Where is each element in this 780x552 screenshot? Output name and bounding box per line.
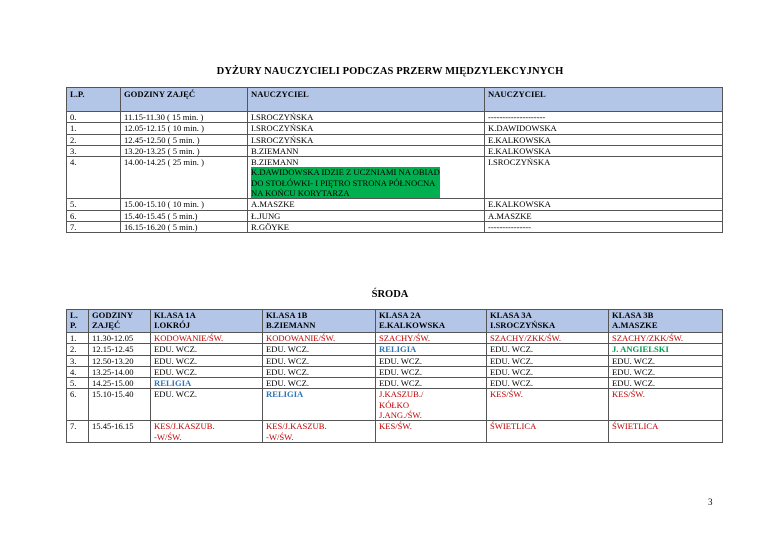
table-row	[67, 221, 723, 232]
cell-hours: 15.10-15.40	[89, 389, 151, 421]
cell-lesson: KES/ŚW.	[487, 389, 609, 421]
cell-lesson: EDU. WCZ.	[151, 344, 263, 355]
cell-teacher: R.GÖYKE	[248, 221, 485, 232]
cell-lp: 5.	[67, 199, 121, 210]
cell-hours: 12.50-13.20	[89, 355, 151, 366]
cell-teacher: E.KALKOWSKA	[485, 199, 723, 210]
cell-teacher: E.KALKOWSKA	[485, 134, 723, 145]
cell-lesson: J.KASZUB./ KÓŁKO J.ANG./ŚW.	[376, 389, 487, 421]
cell-lesson: KES/J.KASZUB. -W/ŚW.	[151, 421, 263, 443]
header-hours: GODZINY ZAJĘĆ	[89, 310, 151, 333]
table-row	[67, 333, 723, 344]
cell-lp: 4.	[67, 157, 121, 199]
cell-teacher: A.MASZKE	[485, 210, 723, 221]
cell-lesson: EDU. WCZ.	[609, 378, 723, 389]
cell-teacher	[248, 157, 485, 199]
cell-hours: 16.15-16.20 ( 5 min.)	[121, 221, 248, 232]
cell-hours: 12.05-12.15 ( 10 min. )	[121, 123, 248, 134]
cell-lesson: EDU. WCZ.	[487, 378, 609, 389]
cell-lp: 2.	[67, 134, 121, 145]
cell-hours: 13.25-14.00	[89, 366, 151, 377]
table-row	[67, 157, 723, 199]
table-row	[67, 134, 723, 145]
table-row	[67, 355, 723, 366]
table-row	[67, 378, 723, 389]
table-row	[67, 344, 723, 355]
table-header-row	[67, 310, 723, 333]
header-class-1a: KLASA 1A I.OKRÓJ	[151, 310, 263, 333]
lunch-note-line: K.DAWIDOWSKA IDZIE Z UCZNIAMI NA OBIAD	[251, 167, 440, 178]
cell-lesson: SZACHY/ZKK/ŚW.	[487, 333, 609, 344]
cell-lp: 7.	[67, 421, 89, 443]
cell-hours: 12.45-12.50 ( 5 min. )	[121, 134, 248, 145]
cell-lesson: EDU. WCZ.	[609, 355, 723, 366]
cell-lesson: RELIGIA	[376, 344, 487, 355]
table-row	[67, 199, 723, 210]
table-row	[67, 123, 723, 134]
cell-lesson: KES/ŚW.	[376, 421, 487, 443]
cell-hours: 15.40-15.45 ( 5 min.)	[121, 210, 248, 221]
table-row	[67, 145, 723, 156]
cell-teacher: I.SROCZYŃSKA	[485, 157, 723, 199]
cell-lp: 2.	[67, 344, 89, 355]
cell-teacher: --------------------	[485, 112, 723, 123]
lunch-note-line: DO STOŁÓWKI- I PIĘTRO STRONA PÓŁNOCNA	[251, 177, 436, 188]
lunch-note	[251, 167, 440, 198]
header-teacher-2: NAUCZYCIEL	[485, 88, 723, 112]
header-class-1b: KLASA 1B B.ZIEMANN	[263, 310, 376, 333]
cell-lp: 4.	[67, 366, 89, 377]
cell-lesson: ŚWIETLICA	[609, 421, 723, 443]
table-header-row	[67, 88, 723, 112]
cell-lesson: EDU. WCZ.	[609, 366, 723, 377]
header-lp: L. P.	[67, 310, 89, 333]
wednesday-schedule-table	[66, 309, 723, 443]
cell-lesson: KES/ŚW.	[609, 389, 723, 421]
table-row	[67, 389, 723, 421]
table-row	[67, 366, 723, 377]
cell-lesson: EDU. WCZ.	[151, 355, 263, 366]
cell-hours: 15.00-15.10 ( 10 min. )	[121, 199, 248, 210]
cell-lesson: EDU. WCZ.	[263, 355, 376, 366]
table-row	[67, 112, 723, 123]
cell-hours: 11.15-11.30 ( 15 min. )	[121, 112, 248, 123]
duty-table	[66, 87, 723, 233]
cell-lp: 1.	[67, 333, 89, 344]
cell-hours: 12.15-12.45	[89, 344, 151, 355]
cell-lesson: KODOWANIE/ŚW.	[263, 333, 376, 344]
cell-hours: 15.45-16.15	[89, 421, 151, 443]
cell-lesson: EDU. WCZ.	[376, 366, 487, 377]
cell-lp: 0.	[67, 112, 121, 123]
cell-lp: 6.	[67, 389, 89, 421]
cell-lesson: EDU. WCZ.	[263, 378, 376, 389]
header-teacher-1: NAUCZYCIEL	[248, 88, 485, 112]
cell-lp: 3.	[67, 145, 121, 156]
cell-hours: 14.00-14.25 ( 25 min. )	[121, 157, 248, 199]
cell-lesson: SZACHY/ŚW.	[376, 333, 487, 344]
cell-lesson: J. ANGIELSKI	[609, 344, 723, 355]
cell-teacher: E.KALKOWSKA	[485, 145, 723, 156]
table-row	[67, 421, 723, 443]
cell-lesson: EDU. WCZ.	[376, 355, 487, 366]
cell-lesson: RELIGIA	[151, 378, 263, 389]
cell-lp: 6.	[67, 210, 121, 221]
cell-hours: 11.30-12.05	[89, 333, 151, 344]
header-class-3b: KLASA 3B A.MASZKE	[609, 310, 723, 333]
cell-teacher: I.SROCZYŃSKA	[248, 123, 485, 134]
cell-hours: 13.20-13.25 ( 5 min. )	[121, 145, 248, 156]
cell-lesson: EDU. WCZ.	[263, 366, 376, 377]
cell-lp: 5.	[67, 378, 89, 389]
cell-teacher: B.ZIEMANN	[248, 145, 485, 156]
header-class-3a: KLASA 3A I.SROCZYŃSKA	[487, 310, 609, 333]
cell-teacher: Ł.JUNG	[248, 210, 485, 221]
cell-lesson: RELIGIA	[263, 389, 376, 421]
section-title-wednesday: ŚRODA	[371, 289, 409, 300]
cell-lesson: EDU. WCZ.	[263, 344, 376, 355]
document-title: DYŻURY NAUCZYCIELI PODCZAS PRZERW MIĘDZYLEKCYJNYCH	[216, 66, 564, 77]
cell-lesson: SZACHY/ZKK/ŚW.	[609, 333, 723, 344]
header-class-2a: KLASA 2A E.KALKOWSKA	[376, 310, 487, 333]
header-lp: L.P.	[67, 88, 121, 112]
cell-lesson: EDU. WCZ.	[376, 378, 487, 389]
table-row	[67, 210, 723, 221]
cell-teacher: I.SROCZYŃSKA	[248, 134, 485, 145]
cell-lesson: EDU. WCZ.	[487, 355, 609, 366]
cell-lesson: KES/J.KASZUB. -W/ŚW.	[263, 421, 376, 443]
cell-lp: 3.	[67, 355, 89, 366]
cell-lesson: EDU. WCZ.	[487, 366, 609, 377]
teacher-name: B.ZIEMANN	[251, 157, 299, 168]
cell-lesson: EDU. WCZ.	[487, 344, 609, 355]
cell-lesson: EDU. WCZ.	[151, 366, 263, 377]
cell-lesson: EDU. WCZ.	[151, 389, 263, 421]
cell-teacher: K.DAWIDOWSKA	[485, 123, 723, 134]
lunch-note-line: NA KOŃCU KORYTARZA	[251, 188, 350, 199]
cell-lp: 7.	[67, 221, 121, 232]
cell-teacher: I.SROCZYŃSKA	[248, 112, 485, 123]
cell-hours: 14.25-15.00	[89, 378, 151, 389]
cell-lesson: ŚWIETLICA	[487, 421, 609, 443]
cell-lp: 1.	[67, 123, 121, 134]
page-number: 3	[708, 497, 713, 507]
cell-lesson: KODOWANIE/ŚW.	[151, 333, 263, 344]
cell-teacher: A.MASZKE	[248, 199, 485, 210]
cell-teacher: ---------------	[485, 221, 723, 232]
header-hours: GODZINY ZAJĘĆ	[121, 88, 248, 112]
